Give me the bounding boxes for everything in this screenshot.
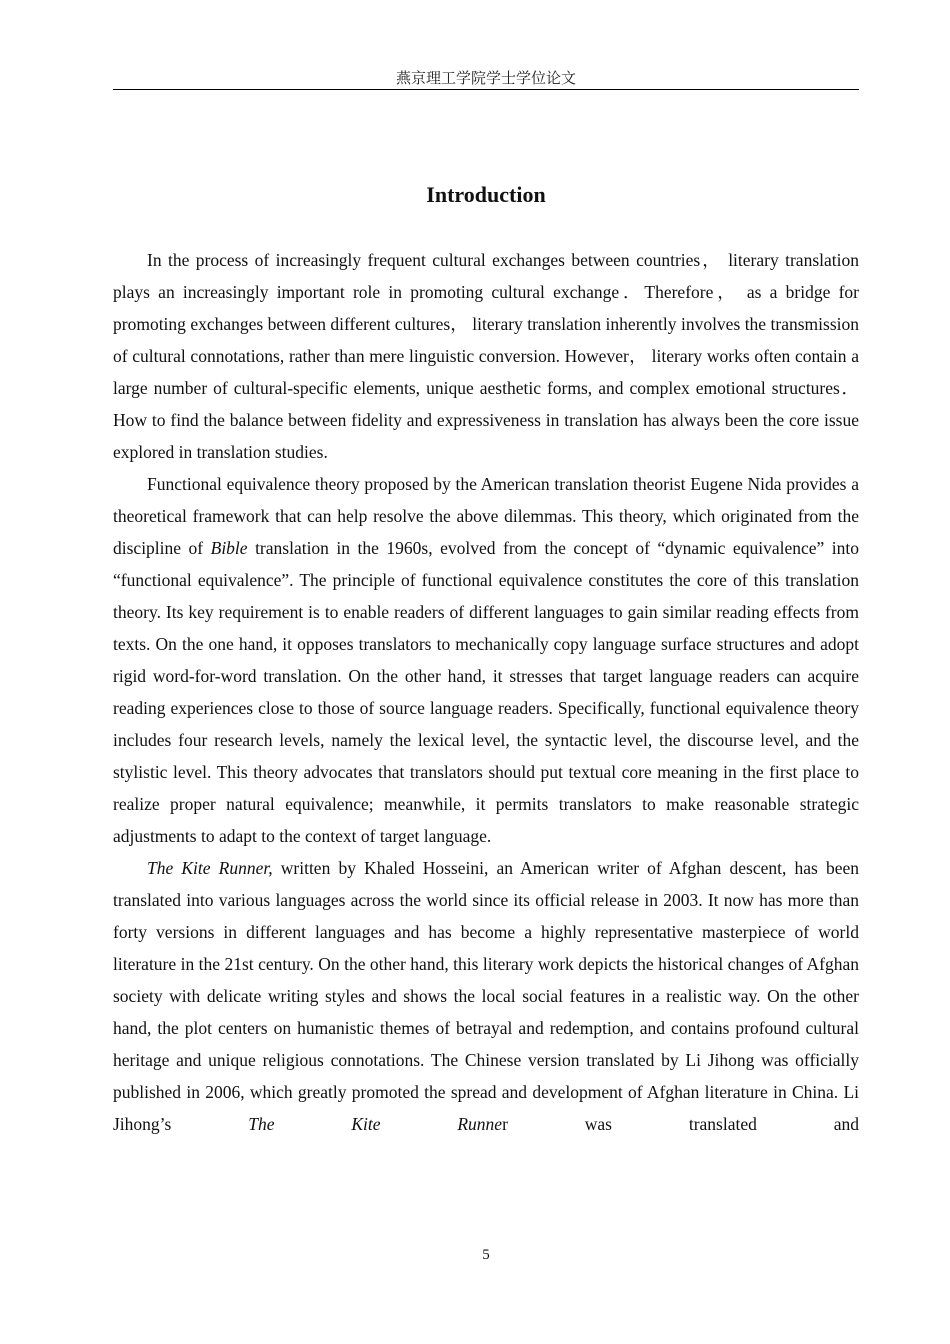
paragraph-2-italic-term: Bible xyxy=(210,538,248,558)
body-text xyxy=(113,244,859,1140)
paragraph-3-book-title: The Kite Runner, xyxy=(147,858,273,878)
running-header: 燕京理工学院学士学位论文 xyxy=(113,68,859,90)
paragraph-3-text: written by Khaled Hosseini, an American writer of Afghan descent, has been translated into various languages across the world since its official release in 2003. It now has more than forty versions in different languages and has become a highly representative masterpiece of world literature in the 21st century. On the other hand, this literary work depicts the historical changes of Afghan society with delicate writing styles and shows the local social features in a realistic way. On the other hand, the plot centers on humanistic themes of betrayal and redemption, and contains profound cultural heritage and unique religious connotations. The Chinese version translated by Li Jihong was officially published in 2006, which greatly promoted the spread and development of Afghan literature in China. Li Jihong’s xyxy=(113,858,859,1134)
section-title: Introduction xyxy=(426,182,546,207)
paragraph-3-trailing-text: was translated and xyxy=(507,1114,860,1134)
paragraph-3-book-title-2: The Kite Runne xyxy=(248,1114,503,1134)
paragraph-1: In the process of increasingly frequent cultural exchanges between countries， literary translation plays an increasingly important role in promoting cultural exchange．Therefore， as a bridge for promoting exchanges between different cultures， literary translation inherently involves the transmission of cultural connotations, rather than mere linguistic conversion. However， literary works often contain a large number of cultural-specific elements, unique aesthetic forms, and complex emotional structures． How to find the balance between fidelity and expressiveness in translation has always been the core issue explored in translation studies. xyxy=(113,250,859,462)
page-number: 5 xyxy=(482,1247,490,1263)
paragraph-3-title-tail: r xyxy=(502,1114,508,1134)
paragraph-2-text-a: Functional equivalence theory proposed by the American translation theorist Eugene Nida provides a theoretical framework that can help resolve the above dilemmas. This theory, which originated from the discipline of xyxy=(113,474,859,558)
paragraph-3 xyxy=(113,852,859,1140)
paragraph-2 xyxy=(113,468,859,852)
paragraph-2-text-b: translation in the 1960s, evolved from the concept of “dynamic equivalence” into “functional equivalence”. The principle of functional equivalence constitutes the core of this translation theory. Its key requirement is to enable readers of different languages to gain similar reading effects from texts. On the one hand, it opposes translators to mechanically copy language surface structures and adopt rigid word-for-word translation. On the other hand, it stresses that target language readers can acquire reading experiences close to those of source language readers. Specifically, functional equivalence theory includes four research levels, namely the lexical level, the syntactic level, the discourse level, and the stylistic level. This theory advocates that translators should put textual core meaning in the first place to realize proper natural equivalence; meanwhile, it permits translators to make reasonable strategic adjustments to adapt to the context of target language. xyxy=(113,538,859,846)
